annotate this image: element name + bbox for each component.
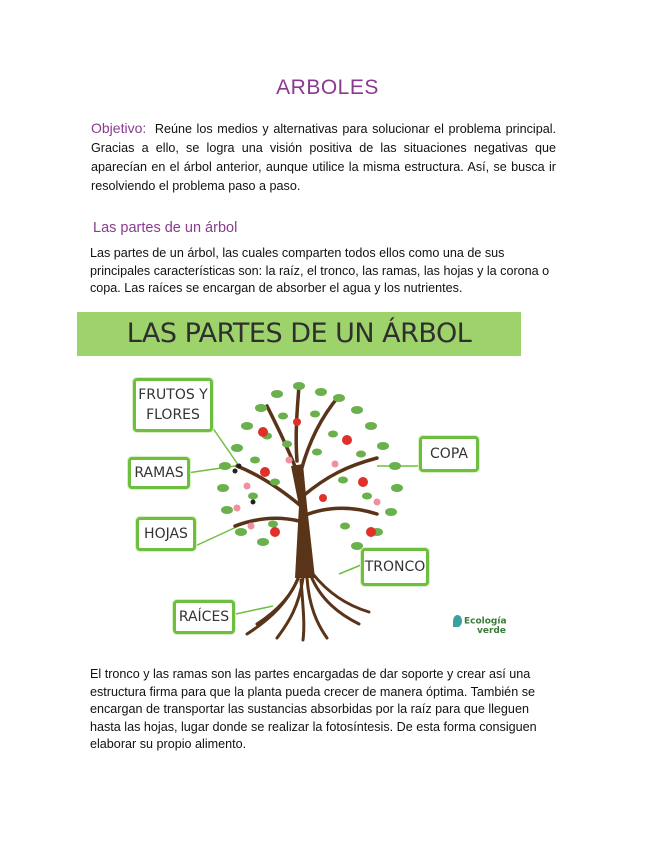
brand-line1: Ecología	[464, 616, 507, 627]
label-frutos-line2: FLORES	[146, 407, 200, 423]
leaves	[217, 382, 403, 550]
label-tronco: TRONCO	[361, 548, 429, 586]
tronco-paragraph: El tronco y las ramas son las partes encargadas de dar soporte y crear así una estructura firma para que la planta pueda crecer de manera óptima. También se encargan de transportar las sustancias absorbidas por la raíz para que lleguen hasta las hojas, lugar donde se realizar la fotosíntesis. De esta forma consiguen elaborar su propio alimento.	[90, 667, 537, 751]
label-frutos-line1: FRUTOS Y	[138, 387, 208, 403]
brand-line2: verde	[477, 626, 506, 636]
objetivo-paragraph	[91, 119, 556, 196]
label-copa: COPA	[419, 436, 479, 472]
figure-banner	[77, 312, 521, 356]
label-frutos-y-flores	[133, 378, 213, 432]
partes-paragraph: Las partes de un árbol, las cuales comparten todos ellos como una de sus principales características son: la raíz, el tronco, las ramas, las hojas y la corona o copa. Las raíces se encargan de absorber el agua y los nutrientes.	[90, 246, 550, 295]
tree-parts-figure	[77, 312, 521, 648]
section-heading: Las partes de un árbol	[93, 220, 238, 236]
objetivo-text: Reúne los medios y alternativas para solucionar el problema principal. Gracias a ello, se logra una visión positiva de las situaciones negativas que aparecían en el árbol anterior, aunque utilice la misma estructura. Así, se busca ir resolviendo el problema paso a paso.	[91, 122, 556, 193]
brand-logo	[453, 615, 507, 636]
label-raices: RAÍCES	[173, 600, 235, 634]
figure-banner-title: LAS PARTES DE UN ÁRBOL	[126, 318, 472, 349]
label-hojas: HOJAS	[136, 517, 196, 551]
label-ramas: RAMAS	[128, 457, 190, 489]
page-title: ARBOLES	[276, 76, 379, 99]
objetivo-label: Objetivo:	[91, 120, 147, 136]
